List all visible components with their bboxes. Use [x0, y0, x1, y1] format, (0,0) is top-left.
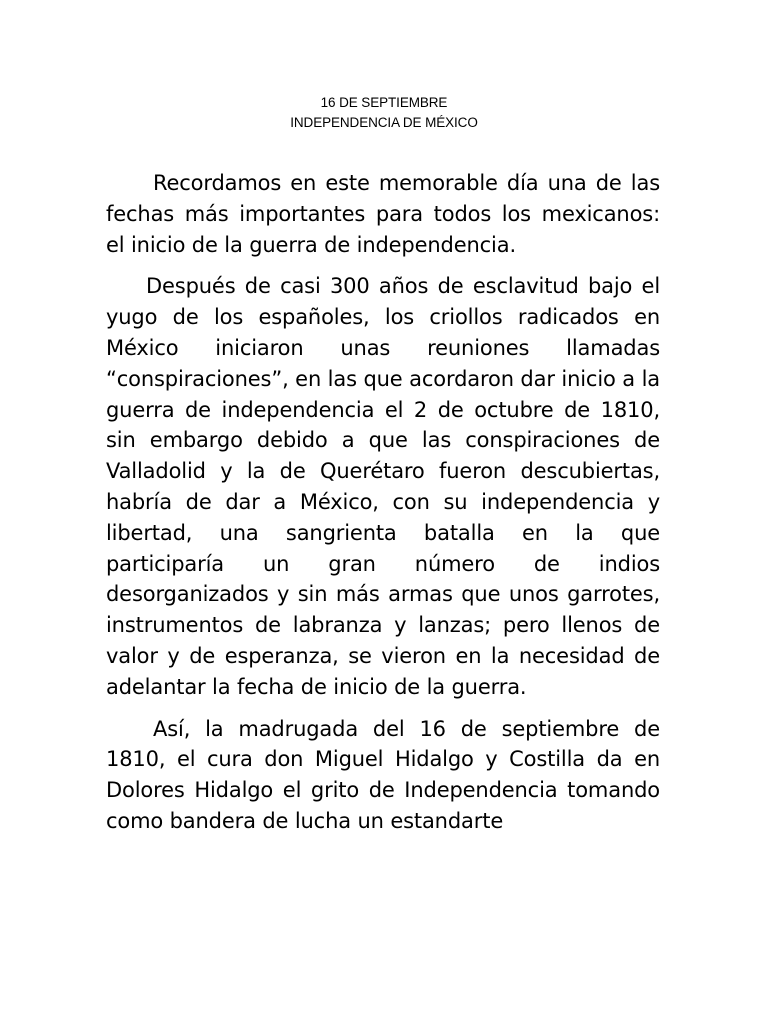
paragraph-2: Después de casi 300 años de esclavitud bajo el yugo de los españoles, los criollos radicados en México iniciaron unas reuniones llamadas “conspiraciones”, en las que acordaron dar inicio a la guerra de independencia el 2 de octubre de 1810, sin embargo debido a que las conspiraciones de Valladolid y la de Querétaro fueron descubiertas, habría de dar a México, con su independencia y libertad, una sangrienta batalla en la que participaría un gran número de indios desorganizados y sin más armas que unos garrotes, instrumentos de labranza y lanzas; pero llenos de valor y de esperanza, se vieron en la necesidad de adelantar la fecha de inicio de la guerra.	[106, 274, 660, 699]
paragraph-1: Recordamos en este memorable día una de las fechas más importantes para todos los mexicanos: el inicio de la guerra de independencia.	[106, 171, 660, 257]
title-line-subject: INDEPENDENCIA DE MÉXICO	[290, 115, 478, 130]
title-line-date: 16 DE SEPTIEMBRE	[320, 95, 448, 110]
document-title	[0, 93, 768, 133]
paragraph-3: Así, la madrugada del 16 de septiembre de 1810, el cura don Miguel Hidalgo y Costilla da en Dolores Hidalgo el grito de Independencia tomando como bandera de lucha un estandarte	[106, 716, 660, 833]
document-body	[106, 168, 660, 837]
